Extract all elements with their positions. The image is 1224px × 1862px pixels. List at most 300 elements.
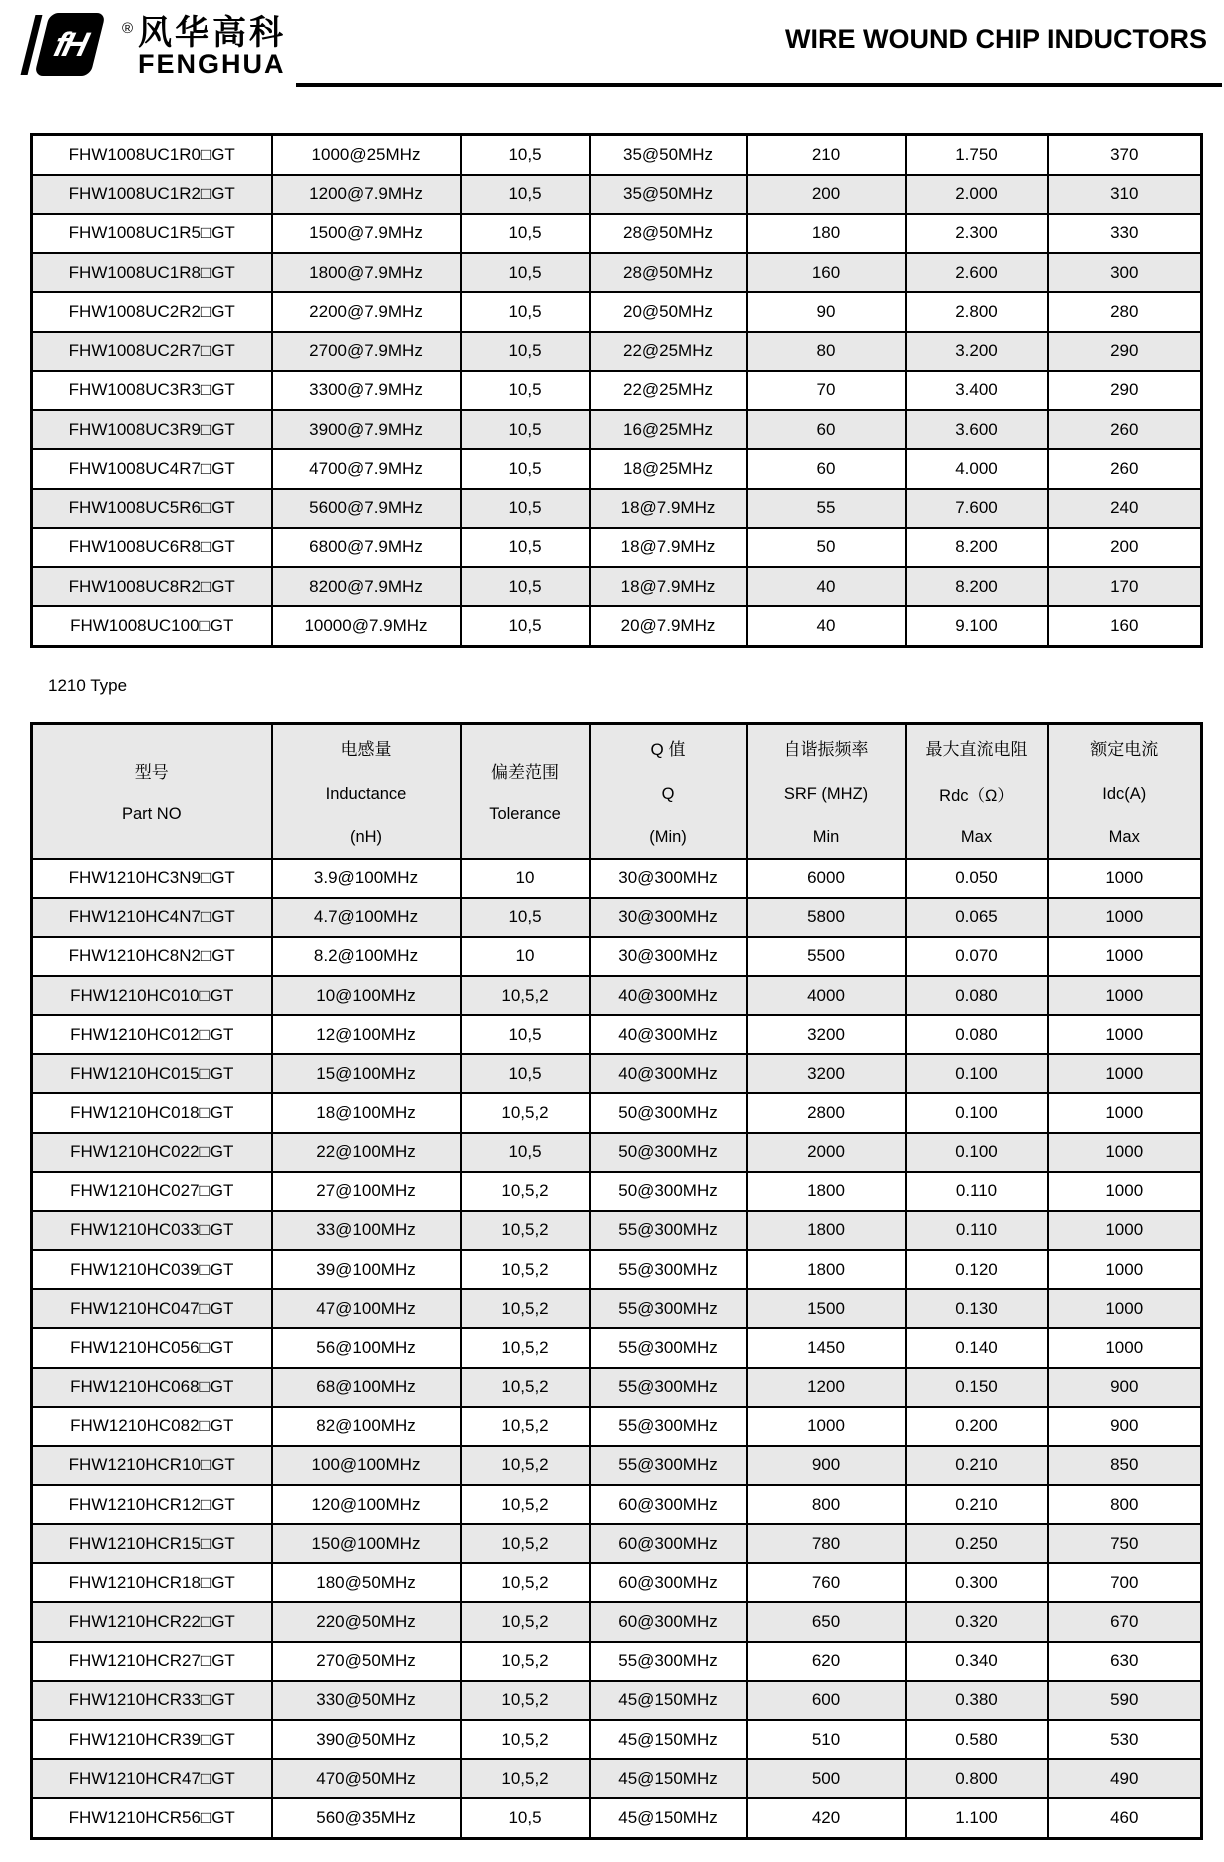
- table-cell: FHW1210HC082□GT: [32, 1407, 272, 1446]
- table-cell: 30@300MHz: [590, 898, 747, 937]
- column-header-label: Inductance: [325, 784, 407, 803]
- table-cell: FHW1210HCR27□GT: [32, 1642, 272, 1681]
- table-cell: 55@300MHz: [590, 1368, 747, 1407]
- table-cell: FHW1210HCR39□GT: [32, 1720, 272, 1759]
- column-header-label: Max: [1108, 828, 1140, 847]
- table-cell: 10: [461, 937, 590, 976]
- table-cell: 10,5: [461, 292, 590, 331]
- column-header-label: (Min): [649, 828, 687, 847]
- table-cell: 500: [747, 1759, 906, 1798]
- table-cell: 1000: [1048, 1093, 1202, 1132]
- fhw1008uc-table-body: [32, 135, 1202, 647]
- table-row: [32, 253, 1202, 292]
- table-cell: 900: [747, 1446, 906, 1485]
- table-cell: FHW1210HC8N2□GT: [32, 937, 272, 976]
- table-cell: 90: [747, 292, 906, 331]
- table-row: [32, 937, 1202, 976]
- table-cell: 850: [1048, 1446, 1202, 1485]
- table-cell: 650: [747, 1602, 906, 1641]
- table-row: [32, 1093, 1202, 1132]
- table-cell: 10,5: [461, 606, 590, 646]
- table-row: [32, 175, 1202, 214]
- table-cell: 160: [1048, 606, 1202, 646]
- table-cell: 9.100: [906, 606, 1048, 646]
- table-cell: 55@300MHz: [590, 1289, 747, 1328]
- table-cell: 20@7.9MHz: [590, 606, 747, 646]
- column-header-label: Q 值: [650, 740, 686, 760]
- table-cell: 28@50MHz: [590, 253, 747, 292]
- table-cell: 180@50MHz: [272, 1563, 461, 1602]
- table-cell: FHW1210HC039□GT: [32, 1250, 272, 1289]
- table-cell: 1000: [1048, 1211, 1202, 1250]
- table-cell: FHW1210HC015□GT: [32, 1054, 272, 1093]
- table-row: [32, 1054, 1202, 1093]
- table-cell: 39@100MHz: [272, 1250, 461, 1289]
- table-row: [32, 567, 1202, 606]
- table-cell: 10,5,2: [461, 1289, 590, 1328]
- table-cell: 1000: [1048, 1289, 1202, 1328]
- table-cell: 16@25MHz: [590, 410, 747, 449]
- table-cell: 10,5: [461, 567, 590, 606]
- column-header-label: Tolerance: [489, 805, 561, 824]
- table-row: [32, 1720, 1202, 1759]
- table-cell: 0.340: [906, 1642, 1048, 1681]
- table-row: [32, 1133, 1202, 1172]
- table-cell: 55@300MHz: [590, 1250, 747, 1289]
- table-cell: 530: [1048, 1720, 1202, 1759]
- column-header: [906, 724, 1048, 859]
- table-cell: 10,5: [461, 214, 590, 253]
- table-cell: 33@100MHz: [272, 1211, 461, 1250]
- table-cell: FHW1210HC4N7□GT: [32, 898, 272, 937]
- table-cell: FHW1210HC3N9□GT: [32, 859, 272, 898]
- table-cell: 0.580: [906, 1720, 1048, 1759]
- table-cell: FHW1210HCR56□GT: [32, 1798, 272, 1838]
- table-cell: 68@100MHz: [272, 1368, 461, 1407]
- table-cell: FHW1210HC027□GT: [32, 1172, 272, 1211]
- table-cell: 1200@7.9MHz: [272, 175, 461, 214]
- table-cell: 780: [747, 1524, 906, 1563]
- table-cell: 800: [1048, 1485, 1202, 1524]
- table-cell: 0.380: [906, 1681, 1048, 1720]
- table-cell: 10,5,2: [461, 1642, 590, 1681]
- table-cell: 82@100MHz: [272, 1407, 461, 1446]
- table-cell: 1000@25MHz: [272, 135, 461, 175]
- table-cell: 10,5: [461, 253, 590, 292]
- table-cell: 40@300MHz: [590, 1054, 747, 1093]
- table-cell: 45@150MHz: [590, 1720, 747, 1759]
- table-cell: FHW1008UC2R7□GT: [32, 332, 272, 371]
- table-cell: 10,5,2: [461, 1720, 590, 1759]
- table-cell: 18@7.9MHz: [590, 567, 747, 606]
- table-cell: 55@300MHz: [590, 1407, 747, 1446]
- table-cell: 30@300MHz: [590, 859, 747, 898]
- table-cell: 10,5,2: [461, 1563, 590, 1602]
- table-cell: 210: [747, 135, 906, 175]
- table-cell: 0.080: [906, 976, 1048, 1015]
- fhw1210hc-table-body: [32, 859, 1202, 1839]
- table-cell: FHW1008UC3R9□GT: [32, 410, 272, 449]
- logo-english-name: FENGHUA: [138, 49, 286, 79]
- table-cell: 60@300MHz: [590, 1563, 747, 1602]
- table-cell: 0.800: [906, 1759, 1048, 1798]
- table-cell: FHW1210HC022□GT: [32, 1133, 272, 1172]
- table-cell: 18@100MHz: [272, 1093, 461, 1132]
- table-row: [32, 1407, 1202, 1446]
- table-cell: 10: [461, 859, 590, 898]
- table-cell: 700: [1048, 1563, 1202, 1602]
- logo-text: [138, 16, 286, 79]
- table-row: [32, 410, 1202, 449]
- table-cell: FHW1008UC8R2□GT: [32, 567, 272, 606]
- table-cell: 35@50MHz: [590, 135, 747, 175]
- table-cell: 630: [1048, 1642, 1202, 1681]
- table-cell: 0.130: [906, 1289, 1048, 1328]
- table-cell: 1800@7.9MHz: [272, 253, 461, 292]
- table-cell: 290: [1048, 371, 1202, 410]
- table-cell: 8.200: [906, 528, 1048, 567]
- table-cell: 240: [1048, 489, 1202, 528]
- table-cell: 310: [1048, 175, 1202, 214]
- table-row: [32, 1602, 1202, 1641]
- table-cell: 7.600: [906, 489, 1048, 528]
- table-cell: 3200: [747, 1054, 906, 1093]
- table-row: [32, 1250, 1202, 1289]
- table-cell: 560@35MHz: [272, 1798, 461, 1838]
- table-cell: FHW1210HCR22□GT: [32, 1602, 272, 1641]
- table-cell: 10,5,2: [461, 976, 590, 1015]
- table-cell: 260: [1048, 410, 1202, 449]
- table-cell: 0.210: [906, 1485, 1048, 1524]
- table-cell: 40: [747, 606, 906, 646]
- table-cell: 55@300MHz: [590, 1328, 747, 1367]
- table-cell: 0.110: [906, 1211, 1048, 1250]
- table-cell: 10,5,2: [461, 1407, 590, 1446]
- table-cell: 50@300MHz: [590, 1172, 747, 1211]
- column-header-label: Min: [812, 828, 840, 847]
- table-cell: 1800: [747, 1211, 906, 1250]
- table-cell: 2.300: [906, 214, 1048, 253]
- table-cell: 1.100: [906, 1798, 1048, 1838]
- table-row: [32, 1524, 1202, 1563]
- table-cell: 800: [747, 1485, 906, 1524]
- table-cell: 1000: [1048, 1328, 1202, 1367]
- table-cell: FHW1008UC1R0□GT: [32, 135, 272, 175]
- table-cell: 0.320: [906, 1602, 1048, 1641]
- table-cell: 10,5,2: [461, 1681, 590, 1720]
- table-cell: 10,5,2: [461, 1602, 590, 1641]
- table-cell: 0.210: [906, 1446, 1048, 1485]
- table-cell: 15@100MHz: [272, 1054, 461, 1093]
- table-cell: 3.9@100MHz: [272, 859, 461, 898]
- table-cell: 10,5: [461, 175, 590, 214]
- table-cell: FHW1210HC033□GT: [32, 1211, 272, 1250]
- table-row: [32, 449, 1202, 488]
- table-cell: 220@50MHz: [272, 1602, 461, 1641]
- column-header-label: Idc(A): [1102, 784, 1147, 803]
- table-cell: 10,5: [461, 489, 590, 528]
- table-cell: FHW1210HCR10□GT: [32, 1446, 272, 1485]
- table-cell: FHW1210HCR18□GT: [32, 1563, 272, 1602]
- table-cell: 290: [1048, 332, 1202, 371]
- table-cell: 56@100MHz: [272, 1328, 461, 1367]
- table-cell: FHW1210HC056□GT: [32, 1328, 272, 1367]
- registered-trademark-symbol: ®: [122, 20, 134, 37]
- table-cell: 50: [747, 528, 906, 567]
- table-cell: 4.7@100MHz: [272, 898, 461, 937]
- table-cell: 45@150MHz: [590, 1798, 747, 1838]
- table-cell: 22@100MHz: [272, 1133, 461, 1172]
- table-cell: 470@50MHz: [272, 1759, 461, 1798]
- table-cell: 30@300MHz: [590, 937, 747, 976]
- table-cell: FHW1008UC3R3□GT: [32, 371, 272, 410]
- table-cell: 10,5,2: [461, 1485, 590, 1524]
- column-header: [461, 724, 590, 859]
- table-cell: 47@100MHz: [272, 1289, 461, 1328]
- table-cell: 10,5: [461, 528, 590, 567]
- table-row: [32, 1563, 1202, 1602]
- column-header-label: SRF (MHZ): [783, 784, 869, 803]
- table-cell: 0.100: [906, 1054, 1048, 1093]
- fenghua-logo: [22, 12, 286, 79]
- table-cell: FHW1008UC100□GT: [32, 606, 272, 646]
- table-row: [32, 859, 1202, 898]
- table-cell: 0.140: [906, 1328, 1048, 1367]
- table-cell: 1800: [747, 1172, 906, 1211]
- column-header: [1048, 724, 1202, 859]
- table-cell: 8.200: [906, 567, 1048, 606]
- table-cell: 10,5,2: [461, 1172, 590, 1211]
- table-cell: 10,5: [461, 135, 590, 175]
- table-cell: 330@50MHz: [272, 1681, 461, 1720]
- table-cell: 40@300MHz: [590, 976, 747, 1015]
- table-cell: 10,5,2: [461, 1524, 590, 1563]
- table-cell: 1500: [747, 1289, 906, 1328]
- table-cell: 300: [1048, 253, 1202, 292]
- table-cell: FHW1008UC1R8□GT: [32, 253, 272, 292]
- table-row: [32, 214, 1202, 253]
- table-cell: 10,5: [461, 410, 590, 449]
- table-cell: FHW1008UC2R2□GT: [32, 292, 272, 331]
- table-cell: FHW1210HCR15□GT: [32, 1524, 272, 1563]
- table-cell: 900: [1048, 1368, 1202, 1407]
- table-cell: 10,5,2: [461, 1250, 590, 1289]
- table-cell: 2.600: [906, 253, 1048, 292]
- table-cell: 10,5,2: [461, 1368, 590, 1407]
- table-cell: 510: [747, 1720, 906, 1759]
- table-cell: 3.600: [906, 410, 1048, 449]
- table-row: [32, 1015, 1202, 1054]
- column-header-label: (nH): [349, 828, 383, 847]
- table-cell: 3300@7.9MHz: [272, 371, 461, 410]
- table-cell: 1000: [1048, 1054, 1202, 1093]
- table-cell: FHW1008UC6R8□GT: [32, 528, 272, 567]
- table-cell: 45@150MHz: [590, 1759, 747, 1798]
- header-divider: [296, 83, 1222, 87]
- table-cell: 8200@7.9MHz: [272, 567, 461, 606]
- column-header-label: Max: [960, 828, 993, 847]
- table-cell: 1000: [1048, 976, 1202, 1015]
- table-cell: FHW1210HCR47□GT: [32, 1759, 272, 1798]
- table-cell: 170: [1048, 567, 1202, 606]
- table-cell: 12@100MHz: [272, 1015, 461, 1054]
- table-row: [32, 606, 1202, 646]
- table-cell: 18@7.9MHz: [590, 528, 747, 567]
- table-row: [32, 292, 1202, 331]
- table-cell: 60: [747, 410, 906, 449]
- table-cell: 0.150: [906, 1368, 1048, 1407]
- fhw1210hc-spec-table: [30, 722, 1203, 1840]
- table-cell: 10,5: [461, 898, 590, 937]
- table-cell: FHW1008UC1R5□GT: [32, 214, 272, 253]
- column-header-label: 自谐振频率: [783, 740, 869, 760]
- table-cell: 55: [747, 489, 906, 528]
- table-cell: 270@50MHz: [272, 1642, 461, 1681]
- page-title: WIRE WOUND CHIP INDUCTORS: [784, 24, 1207, 54]
- table-cell: 750: [1048, 1524, 1202, 1563]
- table-cell: 2.000: [906, 175, 1048, 214]
- table-cell: 280: [1048, 292, 1202, 331]
- table-row: [32, 1368, 1202, 1407]
- table-cell: 0.120: [906, 1250, 1048, 1289]
- table-cell: 10,5: [461, 1054, 590, 1093]
- table-row: [32, 1681, 1202, 1720]
- table-cell: 45@150MHz: [590, 1681, 747, 1720]
- column-header-label: 额定电流: [1090, 740, 1159, 760]
- table-cell: FHW1008UC5R6□GT: [32, 489, 272, 528]
- table-cell: 10000@7.9MHz: [272, 606, 461, 646]
- table-cell: 3900@7.9MHz: [272, 410, 461, 449]
- table-cell: 200: [747, 175, 906, 214]
- section-label-1210-type: 1210 Type: [48, 676, 128, 695]
- table-cell: FHW1210HC012□GT: [32, 1015, 272, 1054]
- column-header-label: Q: [661, 784, 675, 803]
- table-cell: 10,5,2: [461, 1093, 590, 1132]
- table-cell: FHW1210HC018□GT: [32, 1093, 272, 1132]
- table-cell: 20@50MHz: [590, 292, 747, 331]
- table-cell: 10,5,2: [461, 1446, 590, 1485]
- table-cell: 10,5,2: [461, 1211, 590, 1250]
- table-cell: FHW1008UC4R7□GT: [32, 449, 272, 488]
- table-row: [32, 1759, 1202, 1798]
- table-cell: 460: [1048, 1798, 1202, 1838]
- table-cell: 390@50MHz: [272, 1720, 461, 1759]
- table-cell: 0.200: [906, 1407, 1048, 1446]
- table-cell: 0.110: [906, 1172, 1048, 1211]
- column-header: [590, 724, 747, 859]
- table-row: [32, 1485, 1202, 1524]
- table-cell: 100@100MHz: [272, 1446, 461, 1485]
- table-row: [32, 332, 1202, 371]
- table-cell: 10,5,2: [461, 1328, 590, 1367]
- header-row: [32, 724, 1202, 859]
- table-cell: 1500@7.9MHz: [272, 214, 461, 253]
- table-cell: 150@100MHz: [272, 1524, 461, 1563]
- table-cell: 1000: [1048, 859, 1202, 898]
- table-cell: 490: [1048, 1759, 1202, 1798]
- table-cell: 60@300MHz: [590, 1602, 747, 1641]
- table-cell: 1000: [1048, 1133, 1202, 1172]
- table-cell: 1200: [747, 1368, 906, 1407]
- table-cell: 670: [1048, 1602, 1202, 1641]
- table-row: [32, 1211, 1202, 1250]
- table-cell: 3.200: [906, 332, 1048, 371]
- table-cell: 55@300MHz: [590, 1642, 747, 1681]
- table-cell: 2800: [747, 1093, 906, 1132]
- table-cell: 1800: [747, 1250, 906, 1289]
- table-cell: 60@300MHz: [590, 1485, 747, 1524]
- table-cell: 0.050: [906, 859, 1048, 898]
- table-cell: 10,5,2: [461, 1759, 590, 1798]
- table-row: [32, 1446, 1202, 1485]
- table-row: [32, 489, 1202, 528]
- table-cell: 0.070: [906, 937, 1048, 976]
- table-cell: 40: [747, 567, 906, 606]
- table-cell: 3200: [747, 1015, 906, 1054]
- table-cell: 620: [747, 1642, 906, 1681]
- logo-mark-body: [34, 13, 106, 76]
- table-row: [32, 1798, 1202, 1838]
- table-cell: 27@100MHz: [272, 1172, 461, 1211]
- fhw1210hc-table-header: [32, 724, 1202, 859]
- table-cell: 1450: [747, 1328, 906, 1367]
- table-cell: 10@100MHz: [272, 976, 461, 1015]
- table-row: [32, 528, 1202, 567]
- table-cell: 6800@7.9MHz: [272, 528, 461, 567]
- table-cell: 22@25MHz: [590, 371, 747, 410]
- table-cell: 0.065: [906, 898, 1048, 937]
- table-cell: 370: [1048, 135, 1202, 175]
- column-header-label: Part NO: [121, 805, 182, 824]
- table-cell: 1000: [1048, 937, 1202, 976]
- table-cell: 10,5: [461, 1798, 590, 1838]
- table-cell: 60: [747, 449, 906, 488]
- column-header-label: 电感量: [340, 740, 392, 760]
- fenghua-logo-icon: [22, 12, 100, 78]
- table-cell: 0.100: [906, 1133, 1048, 1172]
- logo-mark-glyph: fH: [50, 25, 90, 64]
- table-cell: 40@300MHz: [590, 1015, 747, 1054]
- table-cell: 80: [747, 332, 906, 371]
- table-cell: 4700@7.9MHz: [272, 449, 461, 488]
- table-cell: 10,5: [461, 332, 590, 371]
- table-cell: 160: [747, 253, 906, 292]
- table-cell: 1000: [1048, 1250, 1202, 1289]
- column-header-label: 型号: [134, 763, 169, 783]
- table-cell: 760: [747, 1563, 906, 1602]
- table-cell: 28@50MHz: [590, 214, 747, 253]
- table-cell: 1000: [747, 1407, 906, 1446]
- table-cell: 2.800: [906, 292, 1048, 331]
- table-cell: 50@300MHz: [590, 1133, 747, 1172]
- table-cell: 2000: [747, 1133, 906, 1172]
- table-cell: 330: [1048, 214, 1202, 253]
- table-row: [32, 1172, 1202, 1211]
- table-row: [32, 371, 1202, 410]
- table-cell: 50@300MHz: [590, 1093, 747, 1132]
- table-cell: 5600@7.9MHz: [272, 489, 461, 528]
- table-cell: 420: [747, 1798, 906, 1838]
- table-cell: 0.100: [906, 1093, 1048, 1132]
- table-cell: FHW1210HC010□GT: [32, 976, 272, 1015]
- table-row: [32, 135, 1202, 175]
- table-cell: 70: [747, 371, 906, 410]
- table-row: [32, 976, 1202, 1015]
- table-cell: 180: [747, 214, 906, 253]
- table-cell: 8.2@100MHz: [272, 937, 461, 976]
- table-cell: 1000: [1048, 1015, 1202, 1054]
- table-cell: 10,5: [461, 1133, 590, 1172]
